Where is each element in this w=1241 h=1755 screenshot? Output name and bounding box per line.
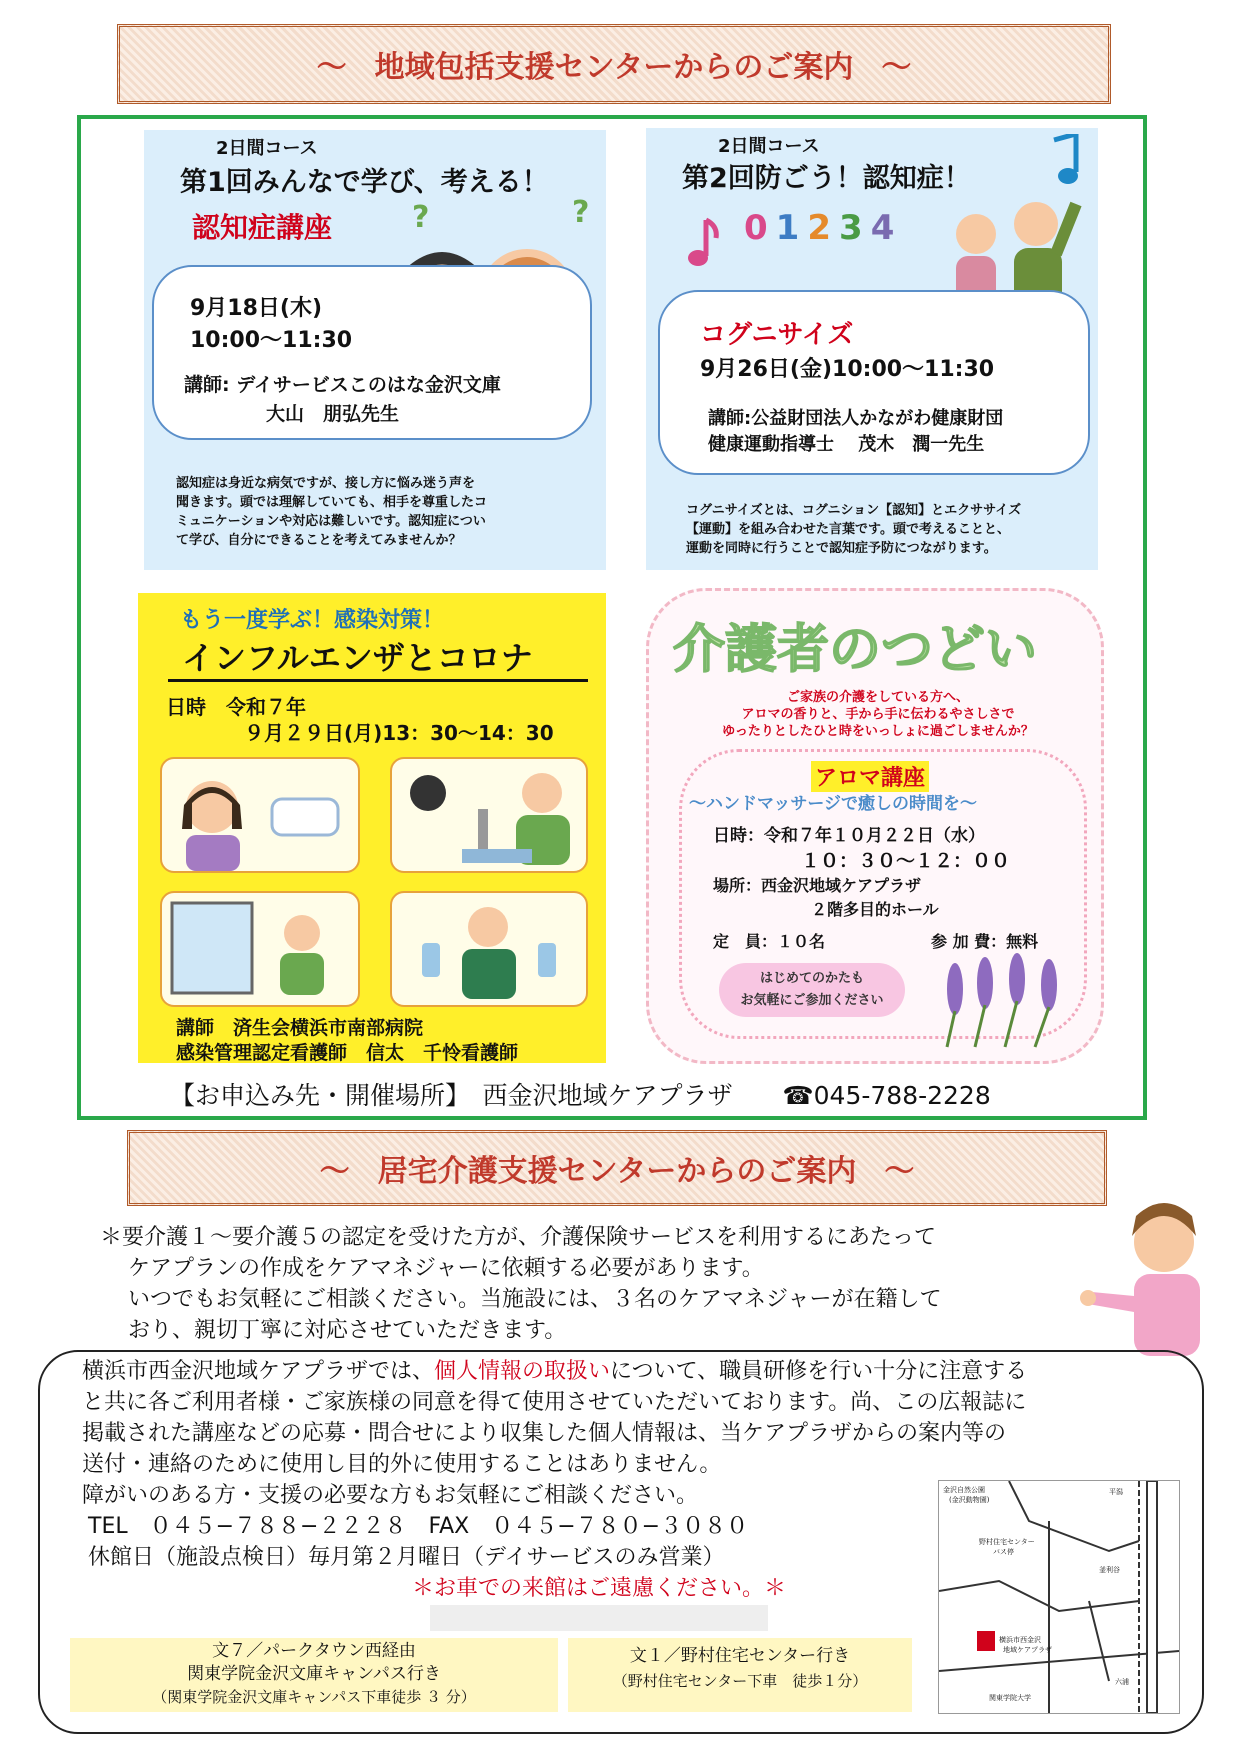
welcome-line-2: お気軽にご参加ください: [740, 993, 884, 1008]
map-label: (金沢動物園): [949, 1496, 990, 1504]
number-2: 2: [807, 208, 840, 248]
infection-title-underline: [168, 679, 588, 682]
privacy-text: [82, 1356, 1027, 1604]
lavender-icon: [925, 949, 1075, 1049]
aroma-fee: 参 加 費：無料: [931, 932, 1039, 951]
banner-tilde-left: ～: [319, 1154, 350, 1189]
aroma-course-title: アロマ講座: [811, 761, 929, 792]
course2-numbers: [744, 208, 902, 248]
banner-title: 地域包括支援センターからのご案内: [374, 50, 854, 85]
map-label: 釜利谷: [1099, 1566, 1120, 1574]
aroma-date: 日時：令和７年１０月２２日（水）: [713, 826, 985, 846]
aroma-time: １０：３０～１２：００: [801, 850, 1011, 872]
privacy-line: 障がいのある方・支援の必要な方もお気軽にご相談ください。: [82, 1483, 699, 1508]
caregiver-intro-line: ゆったりとしたひと時をいっしょに過ごしませんか？: [722, 724, 1034, 739]
course2-title: 第2回防ごう！認知症！: [682, 163, 971, 194]
care-text-line: いつでもお気軽にご相談ください。当施設には、３名のケアマネジャーが在籍して: [128, 1287, 942, 1312]
course2-description: [686, 501, 1021, 558]
map-label: バス停: [993, 1548, 1014, 1556]
map-label: 六浦: [1115, 1678, 1129, 1686]
apply-line: 【お申込み先・開催場所】 西金沢地域ケアプラザ ☎045-788-2228: [170, 1081, 991, 1110]
infection-lead: もう一度学ぶ！感染対策！: [180, 608, 445, 633]
access-map: [938, 1480, 1180, 1714]
aroma-place-2: ２階多目的ホール: [811, 900, 939, 919]
privacy-highlight: 個人情報の取扱い: [434, 1359, 611, 1384]
course2-lecturer-1: 講師:公益財団法人かながわ健康財団: [708, 408, 1004, 429]
caregiver-title: 介護者のつどい: [673, 620, 1038, 680]
course2-info-box: [658, 290, 1090, 475]
course1-time: 10:00～11:30: [190, 328, 353, 353]
care-text-line: ケアプランの作成をケアマネジャーに依頼する必要があります。: [128, 1256, 764, 1281]
aroma-course-sub: ～ハンドマッサージで癒しの時間を～: [689, 794, 977, 814]
infection-title: インフルエンザとコロナ: [182, 639, 533, 677]
spray-icon: [392, 893, 586, 1005]
welcome-line-1: はじめてのかたも: [759, 971, 864, 986]
bus1-route: 文７／パークタウン西経由: [212, 1641, 416, 1661]
bus-route-1: [70, 1638, 558, 1712]
course1-lecturer-1: 講師: デイサービスこのはな金沢文庫: [184, 374, 501, 396]
privacy-text-b: について、職員研修を行い十分に注意する: [610, 1359, 1028, 1384]
map-label: 金沢自然公園: [943, 1486, 985, 1494]
privacy-line-1: [82, 1356, 1027, 1387]
banner-tilde-left: ～: [316, 50, 347, 85]
top-banner: [117, 24, 1111, 104]
care-text-line: おり、親切丁寧に対応させていただきます。: [128, 1318, 567, 1343]
aroma-place-1: 場所：西金沢地域ケアプラザ: [713, 876, 922, 895]
privacy-line: と共に各ご利用者様・ご家族様の同意を得て使用させていただいております。尚、この広報誌に: [82, 1390, 1027, 1415]
course1-desc-line: て学び、自分にできることを考えてみませんか？: [176, 533, 462, 548]
bus-route-2: [568, 1638, 912, 1712]
map-label: 平潟: [1109, 1488, 1123, 1496]
caregiver-intro-line: アロマの香りと、手から手に伝わるやさしさで: [741, 707, 1015, 722]
course2-lecturer-2: 健康運動指導士 茂木 潤一先生: [708, 434, 985, 455]
privacy-line: 掲載された講座などの応募・問合せにより収集した個人情報は、当ケアプラザからの案内等の: [82, 1421, 1007, 1446]
course1-tag: 2日間コース: [216, 138, 318, 159]
privacy-text-a: 横浜市西金沢地域ケアプラザでは、: [82, 1359, 435, 1384]
aroma-capacity: 定 員：１０名: [713, 932, 826, 951]
window-icon: [162, 893, 358, 1005]
care-text-line: ＊要介護１～要介護５の認定を受けた方が、介護保険サービスを利用するにあたって: [100, 1225, 937, 1250]
tel-fax-line: TEL ０４５−７８８−２２２８ FAX ０４５−７８０−３０８０: [88, 1514, 749, 1539]
course2-datetime: 9月26日(金)10:00～11:30: [700, 357, 995, 382]
svg-text:?: ?: [572, 195, 590, 230]
map-label: 関東学院大学: [989, 1694, 1031, 1702]
banner-tilde-right: ～: [881, 50, 912, 85]
music-note-icon: [686, 216, 722, 270]
course1-lecturer-2: 大山 朋弘先生: [266, 403, 400, 425]
car-note: ＊お車での来館はご遠慮ください。＊: [412, 1576, 787, 1601]
bus1-walk: （関東学院金沢文庫キャンパス下車徒歩 ３ 分）: [152, 1688, 476, 1706]
course2-subtitle: コグニサイズ: [700, 320, 854, 350]
course1-info-box: [152, 265, 592, 440]
course1-desc-line: ミュニケーションや対応は難しいです。認知症につい: [176, 514, 486, 529]
course1-desc-line: 聞きます。頭では理解していても、相手を尊重したコ: [176, 495, 487, 510]
second-banner: [127, 1130, 1107, 1206]
infection-lecturer-2: 感染管理認定看護師 信太 千怜看護師: [176, 1042, 519, 1064]
caregiver-intro: [649, 689, 1107, 740]
course1-description: [176, 474, 487, 550]
course1-subtitle: 認知症講座: [192, 211, 333, 244]
cough-mask-illustration: [160, 757, 360, 873]
guide-woman-illustration: [1072, 1196, 1222, 1356]
caregiver-intro-line: ご家族の介護をしている方へ、: [786, 690, 969, 705]
caregiver-panel: [646, 588, 1104, 1064]
course1-title: 第1回みんなで学び、考える！: [180, 167, 549, 198]
course1-desc-line: 認知症は身近な病気ですが、接し方に悩み迷う声を: [176, 476, 476, 491]
svg-text:?: ?: [412, 200, 430, 235]
banner-tilde-right: ～: [884, 1154, 915, 1189]
number-4: 4: [870, 208, 903, 248]
course2-desc-line: 運動を同時に行うことで認知症予防につながります。: [686, 541, 997, 556]
map-label: 横浜市西金沢: [999, 1636, 1041, 1644]
welcome-badge: [719, 963, 905, 1017]
infection-panel: [138, 593, 606, 1063]
music-note-icon: [1040, 134, 1084, 188]
number-1: 1: [775, 208, 808, 248]
map-roads: [939, 1481, 1179, 1713]
infection-date-1: 日時 令和７年: [166, 695, 306, 719]
closed-day-line: 休館日（施設点検日）毎月第２月曜日（デイサービスのみ営業）: [88, 1545, 725, 1570]
infection-lecturer-1: 講師 済生会横浜市南部病院: [176, 1017, 424, 1039]
disinfect-illustration: [390, 891, 588, 1007]
bus1-dest: 関東学院金沢文庫キャンパス行き: [187, 1664, 441, 1684]
map-label: 野村住宅センター: [979, 1538, 1035, 1546]
course2-panel: [646, 128, 1098, 570]
course2-tag: 2日間コース: [718, 136, 820, 157]
banner-title: 居宅介護支援センターからのご案内: [377, 1154, 857, 1189]
handwash-icon: [392, 759, 586, 871]
course1-date: 9月18日(木): [190, 296, 323, 321]
number-0: 0: [744, 208, 776, 248]
number-3: 3: [839, 208, 871, 248]
map-label: 地域ケアプラザ: [1003, 1646, 1052, 1654]
course2-desc-line: コグニサイズとは、コグニション【認知】とエクササイズ: [686, 503, 1022, 518]
bus2-route: 文１／野村住宅センター行き: [629, 1646, 851, 1666]
cough-icon: [162, 759, 358, 871]
ventilation-illustration: [160, 891, 360, 1007]
handwash-illustration: [390, 757, 588, 873]
course1-panel: [144, 130, 606, 570]
privacy-line: 送付・連絡のために使用し目的外に使用することはありません。: [82, 1452, 722, 1477]
infection-date-2: ９月２９日(月)13：30～14：30: [244, 721, 554, 745]
care-manager-text: [100, 1222, 942, 1346]
bus2-walk: （野村住宅センター下車 徒歩１分）: [612, 1672, 868, 1690]
course2-desc-line: 【運動】を組み合わせた言葉です。頭で考えることと、: [686, 522, 1010, 537]
